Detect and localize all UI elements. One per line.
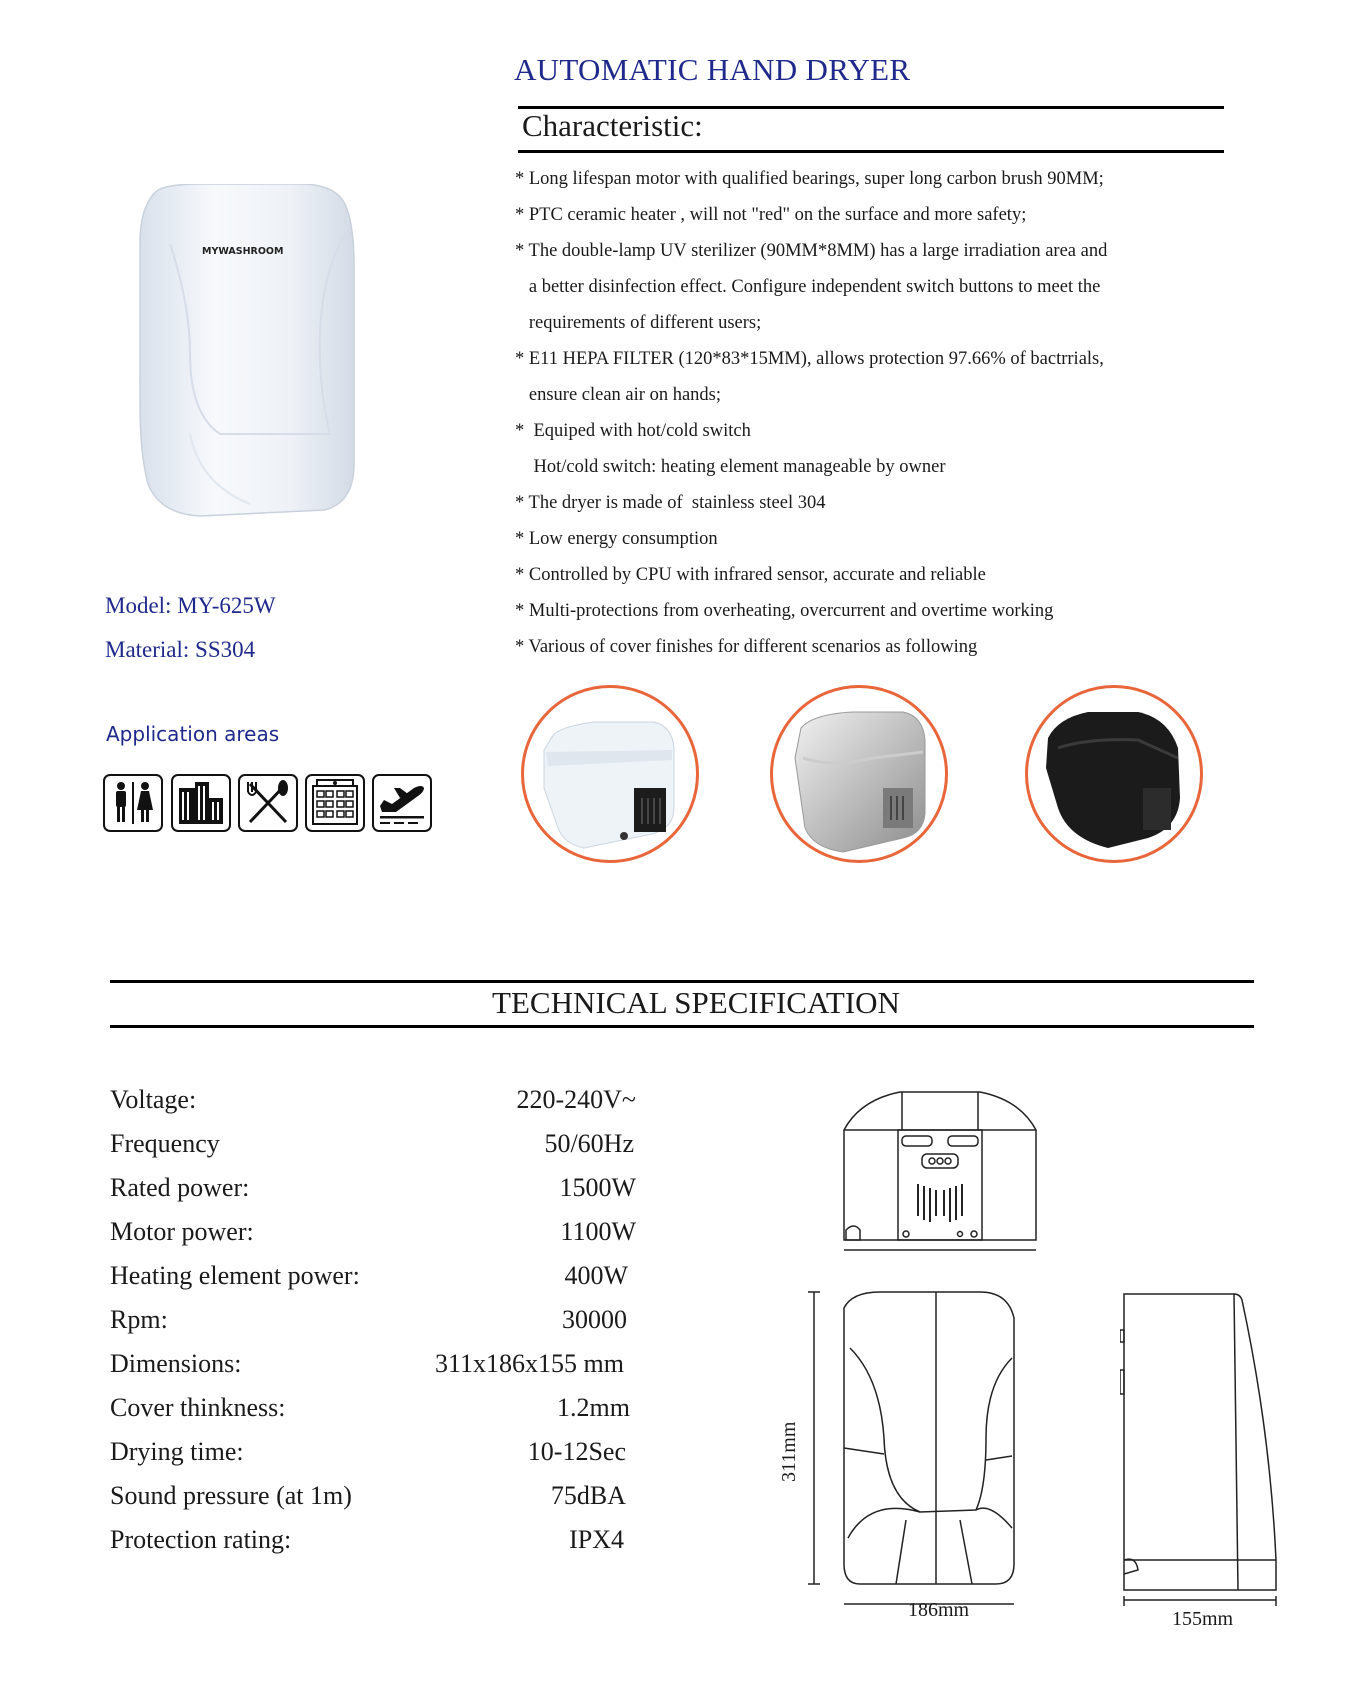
spec-value: 75dBA	[550, 1481, 626, 1510]
page-title: AUTOMATIC HAND DRYER	[514, 52, 911, 87]
spec-value: 1.2mm	[557, 1393, 630, 1422]
depth-dimension-label: 155mm	[1172, 1608, 1234, 1630]
white-finish-image	[521, 685, 699, 863]
width-dimension-label: 186mm	[908, 1599, 970, 1621]
feature-line: * Multi-protections from overheating, overcurrent and overtime working	[515, 601, 1054, 621]
height-dimension-label: 311mm	[778, 1421, 800, 1482]
feature-line: a better disinfection effect. Configure independent switch buttons to meet the	[515, 277, 1101, 297]
spec-label: Protection rating:	[110, 1525, 292, 1554]
feature-line: * PTC ceramic heater , will not "red" on the surface and more safety;	[515, 205, 1027, 225]
characteristic-heading: Characteristic:	[522, 108, 703, 143]
spec-label: Cover thinkness:	[110, 1393, 286, 1422]
application-areas-heading: Application areas	[106, 722, 280, 746]
spec-value: 50/60Hz	[544, 1129, 634, 1158]
feature-line: * Low energy consumption	[515, 529, 718, 549]
spec-value: 400W	[564, 1261, 628, 1290]
spec-label: Dimensions:	[110, 1349, 242, 1378]
spec-title: TECHNICAL SPECIFICATION	[492, 985, 900, 1020]
spec-value: 10-12Sec	[527, 1437, 626, 1466]
feature-line: * Long lifespan motor with qualified bearings, super long carbon brush 90MM;	[515, 169, 1104, 189]
restroom-icon	[103, 774, 163, 832]
black-finish-image	[1025, 685, 1203, 863]
feature-line: ensure clean air on hands;	[515, 385, 721, 405]
feature-line: Hot/cold switch: heating element manageable by owner	[515, 457, 946, 477]
office-building-icon	[171, 774, 231, 832]
spec-value: 220-240V~	[516, 1085, 636, 1114]
feature-line: * Controlled by CPU with infrared sensor, accurate and reliable	[515, 565, 986, 585]
feature-line: * The dryer is made of stainless steel 304	[515, 493, 826, 513]
hotel-icon	[305, 774, 365, 832]
feature-line: * Various of cover finishes for different scenarios as following	[515, 637, 978, 657]
feature-line: requirements of different users;	[515, 313, 762, 333]
material-label: Material: SS304	[105, 637, 256, 662]
model-label: Model: MY-625W	[105, 593, 276, 618]
front-view-drawing	[800, 1288, 1030, 1633]
spec-label: Voltage:	[110, 1085, 197, 1114]
restaurant-icon	[238, 774, 298, 832]
bottom-view-drawing	[840, 1090, 1040, 1259]
airport-icon	[372, 774, 432, 832]
spec-value: 30000	[562, 1305, 627, 1334]
feature-line: * Equiped with hot/cold switch	[515, 421, 751, 441]
spec-rule-bottom	[110, 1025, 1254, 1028]
spec-label: Motor power:	[110, 1217, 254, 1246]
heading-rule-bottom	[518, 150, 1224, 153]
product-image	[130, 184, 370, 529]
spec-label: Frequency	[110, 1129, 220, 1158]
spec-label: Heating element power:	[110, 1261, 360, 1290]
spec-label: Drying time:	[110, 1437, 244, 1466]
side-view-drawing	[1120, 1290, 1280, 1635]
silver-finish-image	[770, 685, 948, 863]
spec-label: Sound pressure (at 1m)	[110, 1481, 352, 1510]
feature-list	[515, 161, 1235, 665]
feature-line: * E11 HEPA FILTER (120*83*15MM), allows protection 97.66% of bactrrials,	[515, 349, 1104, 369]
spec-value: 1500W	[559, 1173, 636, 1202]
feature-line: * The double-lamp UV sterilizer (90MM*8MM) has a large irradiation area and	[515, 241, 1108, 261]
spec-value: 311x186x155 mm	[435, 1349, 624, 1378]
spec-value: 1100W	[560, 1217, 636, 1246]
spec-label: Rpm:	[110, 1305, 168, 1334]
spec-label: Rated power:	[110, 1173, 250, 1202]
brand-logo: MYWASHROOM	[202, 246, 284, 257]
spec-value: IPX4	[569, 1525, 624, 1554]
spec-rule-top	[110, 980, 1254, 983]
